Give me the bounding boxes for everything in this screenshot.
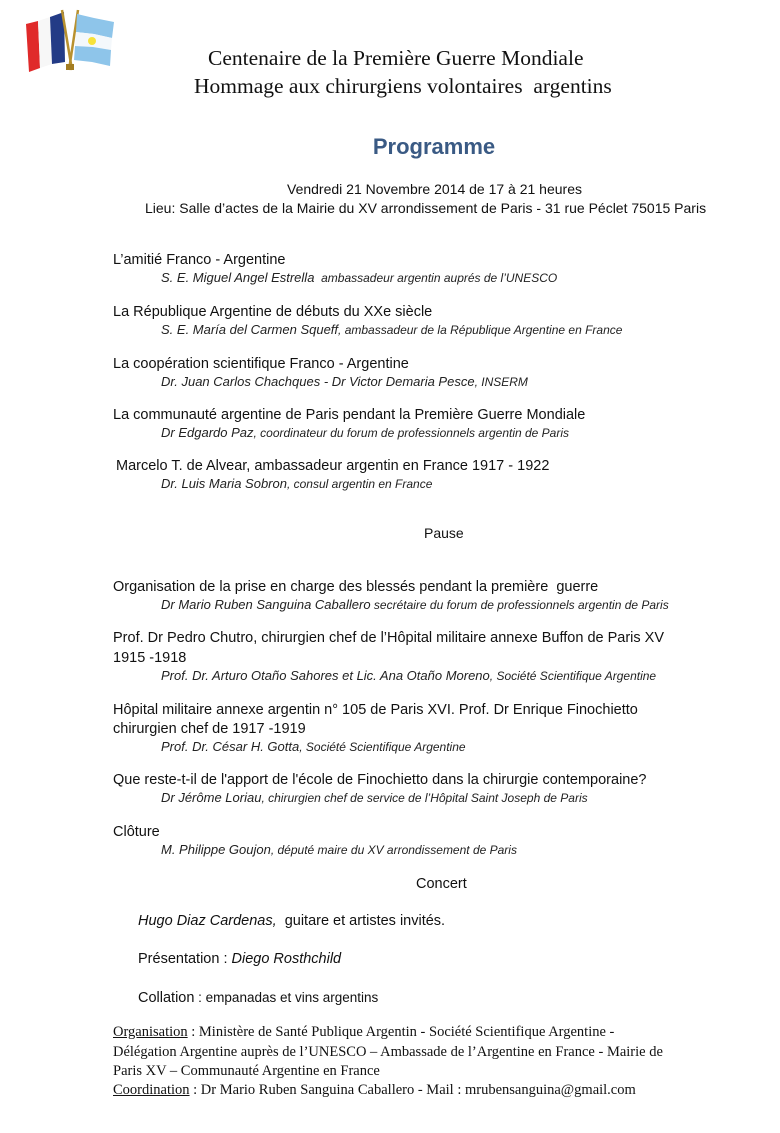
program-item-title: La coopération scientifique Franco - Argentine [113, 356, 409, 372]
speaker-name: S. E. Miguel Angel Estrella [161, 270, 315, 285]
speaker-role: , INSERM [474, 375, 528, 389]
organisation-line-2: Délégation Argentine auprès de l’UNESCO – Ambassade de l’Argentine en France - Mairie de [113, 1044, 663, 1060]
programme-heading: Programme [372, 134, 496, 159]
program-item-speaker [161, 374, 528, 389]
program-item-title: Organisation de la prise en charge des blessés pendant la première guerre [113, 579, 599, 595]
presentation-line [138, 951, 341, 967]
speaker-role: , Société Scientifique Argentine [299, 740, 466, 754]
speaker-name: Prof. Dr. Arturo Otaño Sahores et Lic. Ana Otaño Moreno [161, 668, 490, 683]
speaker-name: Dr Jérôme Loriau [161, 790, 262, 805]
collation-label: Collation [138, 990, 195, 1006]
program-item-title: Hôpital militaire annexe argentin n° 105 de Paris XVI. Prof. Dr Enrique Finochietto [113, 702, 638, 718]
coordination-label: Coordination [113, 1082, 190, 1098]
event-location: Lieu: Salle d’actes de la Mairie du XV arrondissement de Paris - 31 rue Péclet 75015 Paris [145, 200, 707, 216]
program-item-title-continued: chirurgien chef de 1917 -1919 [113, 721, 306, 737]
program-item-speaker [161, 668, 656, 683]
presenter-name: Diego Rosthchild [231, 951, 342, 967]
speaker-role: , chirurgien chef de service de l’Hôpital Saint Joseph de Paris [261, 791, 588, 805]
coordination-line [113, 1082, 636, 1099]
program-item-title: Que reste-t-il de l'apport de l'école de Finochietto dans la chirurgie contemporaine? [113, 772, 647, 788]
program-item-speaker [161, 597, 669, 612]
program-item-title: La République Argentine de débuts du XXe siècle [113, 304, 433, 320]
event-date: Vendredi 21 Novembre 2014 de 17 à 21 heures [287, 181, 582, 197]
program-item-speaker [161, 790, 588, 805]
performer-name: Hugo Diaz Cardenas, [138, 913, 277, 929]
program-item-speaker [161, 476, 432, 491]
program-item-title: La communauté argentine de Paris pendant la Première Guerre Mondiale [113, 407, 586, 423]
argentina-flag-icon [74, 14, 114, 66]
concert-heading: Concert [416, 876, 467, 892]
performer-description: guitare et artistes invités. [276, 913, 446, 929]
speaker-role: , coordinateur du forum de professionnels argentin de Paris [253, 426, 570, 440]
program-item-speaker [161, 270, 557, 285]
speaker-role: , Société Scientifique Argentine [489, 669, 657, 683]
speaker-role: ambassadeur argentin auprés de l’UNESCO [314, 271, 558, 285]
speaker-name: S. E. María del Carmen Squeff [161, 322, 339, 337]
coordination-text: : Dr Mario Ruben Sanguina Caballero - Mail : mrubensanguina@gmail.com [189, 1082, 636, 1098]
france-argentina-flags-logo [22, 4, 122, 74]
speaker-name: Prof. Dr. César H. Gotta [161, 739, 300, 754]
speaker-role: , consul argentin en France [286, 477, 433, 491]
speaker-name: M. Philippe Goujon [161, 842, 271, 857]
organisation-label: Organisation [113, 1024, 188, 1040]
collation-line [138, 990, 378, 1006]
program-item-speaker [161, 842, 517, 857]
speaker-role: secrétaire du forum de professionnels argentin de Paris [370, 598, 669, 612]
collation-value: : empanadas et vins argentins [194, 990, 379, 1005]
speaker-name: Dr. Juan Carlos Chachques - Dr Victor Demaria Pesce [161, 374, 475, 389]
program-item-title: L’amitié Franco - Argentine [113, 252, 286, 268]
speaker-role: , député maire du XV arrondissement de Paris [270, 843, 517, 857]
document-title-line-1: Centenaire de la Première Guerre Mondiale [208, 46, 584, 70]
program-item-title-continued: 1915 -1918 [113, 650, 187, 666]
program-item-speaker [161, 322, 622, 337]
organisation-text: : Ministère de Santé Publique Argentin - Société Scientifique Argentine - [187, 1024, 615, 1040]
program-item-speaker [161, 425, 569, 440]
program-item-title: Prof. Dr Pedro Chutro, chirurgien chef de l’Hôpital militaire annexe Buffon de Paris XV [113, 630, 665, 646]
france-flag-icon [26, 12, 65, 72]
organisation-line-1 [113, 1024, 614, 1041]
speaker-name: Dr Mario Ruben Sanguina Caballero [161, 597, 371, 612]
speaker-name: Dr. Luis Maria Sobron [161, 476, 287, 491]
program-item-title: Clôture [113, 824, 160, 840]
organisation-line-3: Paris XV – Communauté Argentine en France [113, 1063, 380, 1079]
program-item-speaker [161, 739, 466, 754]
program-item-title: Marcelo T. de Alvear, ambassadeur argentin en France 1917 - 1922 [116, 458, 550, 474]
presentation-label: Présentation : [138, 951, 232, 967]
speaker-role: , ambassadeur de la République Argentine en France [338, 323, 623, 337]
document-title-line-2: Hommage aux chirurgiens volontaires argentins [194, 74, 612, 98]
speaker-name: Dr Edgardo Paz [161, 425, 254, 440]
concert-performer [138, 913, 445, 929]
pause-label: Pause [424, 525, 464, 541]
